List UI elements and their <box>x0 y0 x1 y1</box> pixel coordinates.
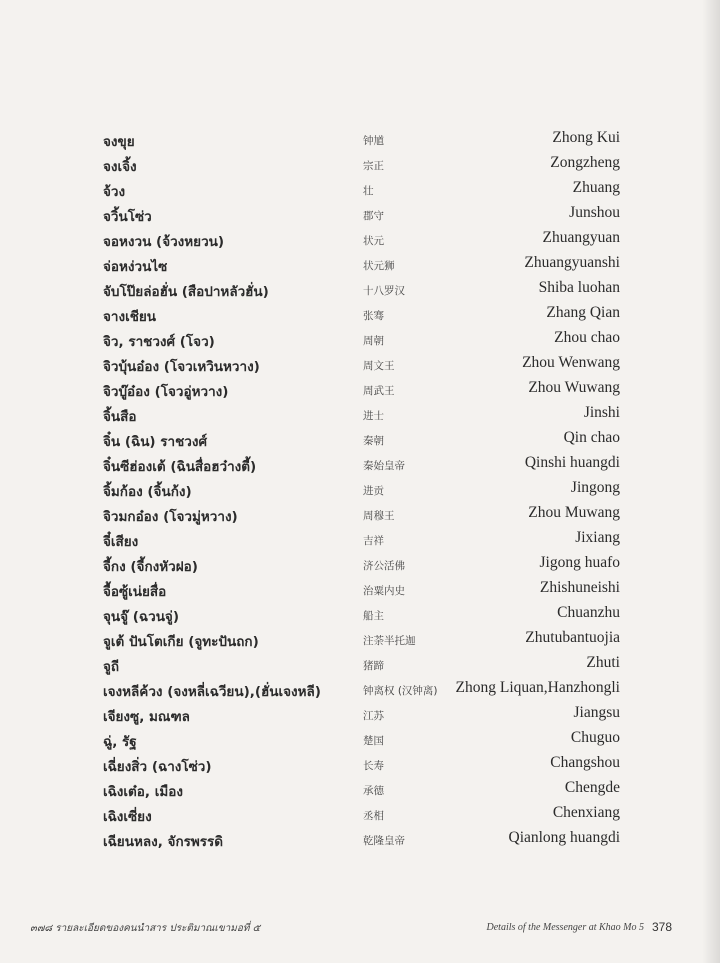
thai-term: จุนจู๊ (ฉวนจู่) <box>103 609 180 625</box>
glossary-row <box>0 703 720 728</box>
romanized-term: Chuanzhu <box>557 604 620 621</box>
chinese-term: 江苏 <box>363 710 384 722</box>
thai-term: จางเชียน <box>103 309 156 325</box>
thai-term: เฉี่ยงสิ่ว (ฉางโซ่ว) <box>103 759 212 775</box>
thai-term: จิว, ราชวงศ์ (โจว) <box>103 334 215 350</box>
thai-term: จงเจิ้ง <box>103 159 137 175</box>
chinese-term: 船主 <box>363 610 384 622</box>
glossary-row <box>0 603 720 628</box>
glossary-row <box>0 503 720 528</box>
romanized-term: Zhong Kui <box>552 129 620 146</box>
thai-term: จิวมกอ๋อง (โจวมู่หวาง) <box>103 509 238 525</box>
romanized-term: Qinshi huangdi <box>524 454 620 471</box>
chinese-term: 进贡 <box>363 485 384 497</box>
chinese-term: 丞相 <box>363 810 384 822</box>
page-number: 378 <box>651 920 672 934</box>
romanized-term: Chuguo <box>570 729 620 746</box>
romanized-term: Zongzheng <box>550 154 620 171</box>
glossary-row <box>0 528 720 553</box>
chinese-term: 吉祥 <box>363 535 384 547</box>
romanized-term: Chenxiang <box>552 804 620 821</box>
thai-term: จิ๋น (ฉิน) ราชวงศ์ <box>103 434 208 450</box>
thai-term: จูถี <box>103 659 120 675</box>
chinese-term: 张骞 <box>363 310 384 322</box>
thai-term: จิ๋นซีฮ่องเต้ (ฉินสื่อฮว๋างตี้) <box>103 459 257 475</box>
romanized-term: Zhuti <box>586 654 620 671</box>
thai-term: จงขุย <box>103 134 135 150</box>
romanized-term: Zhuang <box>572 179 620 196</box>
glossary-row <box>0 428 720 453</box>
romanized-term: Shiba luohan <box>538 279 620 296</box>
glossary-row <box>0 153 720 178</box>
chinese-term: 治粟内史 <box>363 585 405 597</box>
glossary-row <box>0 553 720 578</box>
glossary-row <box>0 303 720 328</box>
chinese-term: 济公活佛 <box>363 560 405 572</box>
glossary-row <box>0 678 720 703</box>
romanized-term: Jinshi <box>583 404 620 421</box>
glossary-row <box>0 578 720 603</box>
thai-term: ฉู่, รัฐ <box>103 734 137 750</box>
chinese-term: 周朝 <box>363 335 384 347</box>
romanized-term: Zhou Wenwang <box>522 354 620 371</box>
page-footer <box>0 921 720 941</box>
romanized-term: Zhishuneishi <box>539 579 620 596</box>
glossary-row <box>0 453 720 478</box>
chinese-term: 宗正 <box>363 160 384 172</box>
glossary-row <box>0 278 720 303</box>
thai-term: เจงหลีค้วง (จงหลี่เฉวียน),(ฮั่นเจงหลี) <box>103 684 321 700</box>
glossary-row <box>0 203 720 228</box>
thai-term: จี้กง (จี้กงหัวฝอ) <box>103 559 198 575</box>
chinese-term: 周武王 <box>363 385 395 397</box>
footer-english-title: Details of the Messenger at Khao Mo 5 <box>486 922 644 933</box>
thai-term: เจียงซู, มณฑล <box>103 709 190 725</box>
romanized-term: Zhou chao <box>554 329 620 346</box>
thai-term: จอหงวน (จ้วงหยวน) <box>103 234 225 250</box>
romanized-term: Zhong Liquan,Hanzhongli <box>455 679 620 696</box>
glossary-row <box>0 353 720 378</box>
romanized-term: Zhuangyuan <box>542 229 620 246</box>
thai-term: เฉิงเซี่ยง <box>103 809 152 825</box>
glossary-row <box>0 753 720 778</box>
glossary-row <box>0 778 720 803</box>
glossary-row <box>0 228 720 253</box>
glossary-row <box>0 803 720 828</box>
glossary-row <box>0 653 720 678</box>
thai-term: จิวบุ้นอ๋อง (โจวเหวินหวาง) <box>103 359 260 375</box>
thai-term: เฉิงเต๋อ, เมือง <box>103 784 183 800</box>
thai-term: จับโป๊ยล่อฮั่น (สือปาหลัวฮั่น) <box>103 284 269 300</box>
romanized-term: Zhutubantuojia <box>525 629 620 646</box>
thai-term: จวิ้นโซ่ว <box>103 209 152 225</box>
chinese-term: 秦朝 <box>363 435 384 447</box>
thai-term: จิ้นสือ <box>103 409 137 425</box>
chinese-term: 状元 <box>363 235 384 247</box>
romanized-term: Zhou Muwang <box>528 504 620 521</box>
chinese-term: 十八罗汉 <box>363 285 405 297</box>
glossary-row <box>0 478 720 503</box>
thai-term: จ้วง <box>103 184 126 200</box>
chinese-term: 状元狮 <box>363 260 395 272</box>
glossary-row <box>0 378 720 403</box>
romanized-term: Zhou Wuwang <box>528 379 620 396</box>
chinese-term: 承德 <box>363 785 384 797</box>
chinese-term: 周穆王 <box>363 510 395 522</box>
romanized-term: Zhuangyuanshi <box>524 254 620 271</box>
thai-term: จื้อซู้เน่ยสื่อ <box>103 584 167 600</box>
chinese-term: 猪蹄 <box>363 660 384 672</box>
romanized-term: Changshou <box>550 754 620 771</box>
footer-thai-caption: ๓๗๘ รายละเอียดของคนนำสาร ประติมาณเขามอที่ ๕ <box>30 923 261 934</box>
thai-term: จิ้มก้อง (จิ้นก้ง) <box>103 484 192 500</box>
chinese-term: 进士 <box>363 410 384 422</box>
chinese-term: 注荼半托迦 <box>363 635 416 647</box>
romanized-term: Jixiang <box>575 529 620 546</box>
romanized-term: Junshou <box>569 204 620 221</box>
romanized-term: Zhang Qian <box>546 304 620 321</box>
chinese-term: 乾隆皇帝 <box>363 835 405 847</box>
romanized-term: Jigong huafo <box>539 554 620 571</box>
romanized-term: Jingong <box>570 479 620 496</box>
glossary-row <box>0 828 720 853</box>
thai-term: จิวบู๊อ๋อง (โจวอู่หวาง) <box>103 384 229 400</box>
chinese-term: 长寿 <box>363 760 384 772</box>
chinese-term: 周文王 <box>363 360 395 372</box>
glossary-row <box>0 128 720 153</box>
chinese-term: 秦始皇帝 <box>363 460 405 472</box>
thai-term: จูเต้ ปันโตเกีย (จูทะปันถก) <box>103 634 259 650</box>
glossary-row <box>0 253 720 278</box>
romanized-term: Chengde <box>564 779 620 796</box>
glossary-row <box>0 628 720 653</box>
glossary-row <box>0 178 720 203</box>
thai-term: จ่อหง่วนไซ <box>103 259 168 275</box>
chinese-term: 壮 <box>363 185 374 197</box>
glossary-row <box>0 328 720 353</box>
thai-term: เฉียนหลง, จักรพรรดิ <box>103 834 224 850</box>
chinese-term: 郡守 <box>363 210 384 222</box>
chinese-term: 钟离权 (汉钟离) <box>363 685 438 697</box>
thai-term: จี๋เสียง <box>103 534 139 550</box>
glossary-list <box>0 128 720 853</box>
chinese-term: 楚国 <box>363 735 384 747</box>
glossary-row <box>0 403 720 428</box>
glossary-row <box>0 728 720 753</box>
romanized-term: Jiangsu <box>573 704 620 721</box>
romanized-term: Qin chao <box>563 429 620 446</box>
chinese-term: 钟馗 <box>363 135 384 147</box>
romanized-term: Qianlong huangdi <box>508 829 620 846</box>
